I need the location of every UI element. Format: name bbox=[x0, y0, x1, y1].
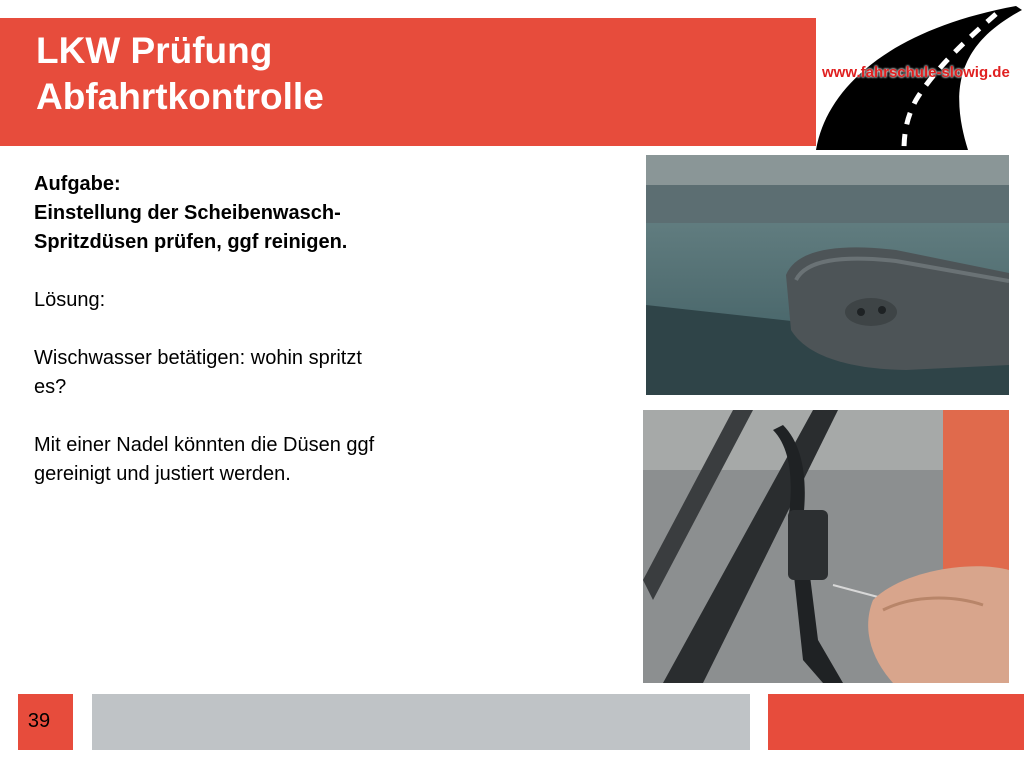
footer-red-bar bbox=[768, 694, 1024, 750]
task-text-line-2: Spritzdüsen prüfen, ggf reinigen. bbox=[34, 231, 348, 253]
task-text-line-1: Einstellung der Scheibenwasch- bbox=[34, 202, 341, 224]
title-line-1: LKW Prüfung bbox=[36, 30, 273, 71]
solution-line-2: es? bbox=[34, 376, 67, 398]
logo-website-url: www.fahrschule-slowig.de bbox=[822, 64, 1010, 81]
solution-line-3: Mit einer Nadel könnten die Düsen ggf bbox=[34, 434, 375, 456]
driving-school-logo bbox=[816, 0, 1024, 150]
slide-body bbox=[34, 170, 444, 489]
title-line-2: Abfahrtkontrolle bbox=[36, 76, 324, 117]
solution-heading: Lösung: bbox=[34, 289, 106, 311]
slide-title bbox=[36, 28, 324, 120]
task-heading: Aufgabe: bbox=[34, 173, 121, 195]
solution-line-4: gereinigt und justiert werden. bbox=[34, 463, 291, 485]
washer-nozzle-photo bbox=[646, 155, 1009, 395]
page-number: 39 bbox=[27, 710, 51, 732]
footer-gray-bar bbox=[92, 694, 750, 750]
solution-line-1: Wischwasser betätigen: wohin spritzt bbox=[34, 347, 362, 369]
wiper-cleaning-photo bbox=[643, 410, 1009, 683]
